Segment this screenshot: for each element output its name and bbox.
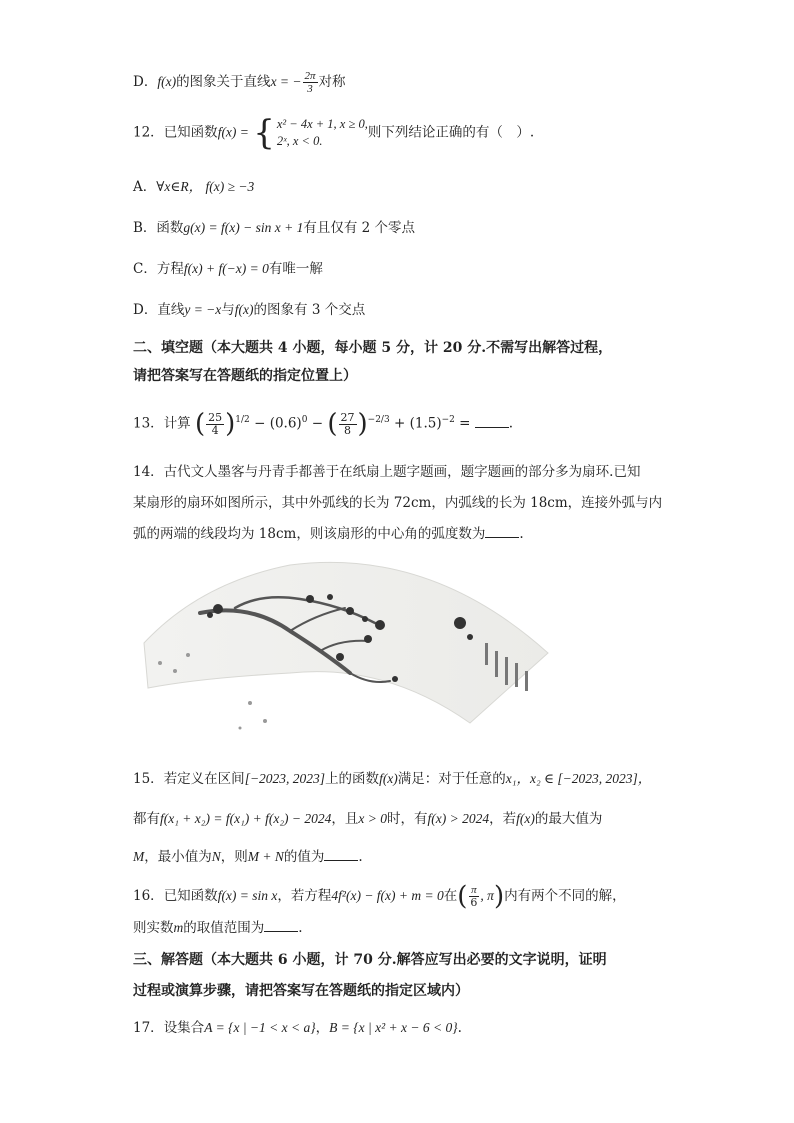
set-a: A = {x | −1 < x < a} — [204, 1020, 316, 1035]
exponent: −2/3 — [367, 415, 390, 425]
math: f(x) > 2024 — [427, 811, 490, 826]
numerator: 2π — [304, 70, 316, 82]
math: y = −x — [184, 302, 222, 317]
math: 4f²(x) − f(x) + m = 0 — [331, 888, 444, 903]
denominator: 8 — [344, 423, 351, 437]
text: 内有两个不同的解， — [504, 888, 626, 904]
paren: ) — [357, 409, 368, 439]
math: x₁， — [505, 771, 530, 786]
q12-option-b — [133, 218, 415, 238]
q16-line-2 — [133, 918, 303, 938]
fraction — [468, 884, 479, 909]
q14-line-3 — [133, 524, 524, 544]
math: f(x₁ + x₂) = f(x₁) + f(x₂) − 2024 — [160, 811, 332, 826]
math-fx: f(x) — [379, 771, 398, 786]
piecewise-function — [253, 113, 368, 153]
text: 则实数 — [133, 920, 174, 936]
fraction — [339, 412, 357, 437]
text: 计算 — [163, 415, 191, 432]
text: 时，有 — [387, 811, 428, 827]
q14-line-1: 14．古代文人墨客与丹青手都善于在纸扇上题字题画，题字题画的部分多为扇环.已知 — [133, 464, 641, 480]
q13: 13．计算 ( $\frac{25}{4}$ )$^{1/2} - (0.6)^0$ − ( $\frac{27}{8}$ )$^{-2/3} + (1.5)^{-2}$ = . — [133, 409, 514, 439]
text: . — [519, 526, 524, 542]
math: N — [211, 849, 221, 864]
q14-line-2: 某扇形的扇环如图所示，其中外弧线的长为 72cm，内弧线的长为 18cm，连接外弧与内 — [133, 495, 663, 511]
text: 与 — [221, 302, 235, 318]
math: M + N — [247, 849, 284, 864]
text: 的最大值为 — [534, 811, 603, 827]
math: x > 0 — [358, 811, 388, 826]
set-b: B = {x | x² + x − 6 < 0} — [329, 1020, 458, 1035]
text: 函数 — [156, 220, 184, 236]
text: 已知函数 — [163, 888, 218, 904]
text: ，若方程 — [277, 888, 332, 904]
q16-line-1 — [133, 881, 626, 912]
text: 的值为 — [283, 849, 325, 865]
question-number: 13． — [133, 415, 164, 432]
math: f(x) + f(−x) = 0 — [183, 261, 269, 276]
text: 则下列结论正确的有（ ）. — [367, 124, 535, 141]
option-label: D． — [133, 302, 158, 318]
text: . — [508, 415, 514, 432]
brace: { — [253, 113, 275, 153]
text: 的取值范围为 — [183, 920, 265, 936]
text: . — [298, 920, 303, 936]
term: (0.6) — [269, 415, 302, 432]
text: ，若 — [489, 811, 517, 827]
text: 上的函数 — [325, 771, 380, 787]
text: 对称 — [318, 74, 346, 90]
text: 的图象关于直线 — [176, 74, 271, 90]
question-number: 12． — [133, 124, 164, 141]
section-3-title: 三、解答题（本大题共 6 小题，计 70 分.解答应写出必要的文字说明，证明 — [133, 952, 607, 968]
text: ，且 — [331, 811, 359, 827]
text: 有且仅有 2 个零点 — [303, 220, 416, 236]
exponent: −2 — [441, 415, 455, 425]
q12-option-c — [133, 259, 323, 279]
option-label: C． — [133, 261, 157, 277]
paren: ( — [327, 409, 338, 439]
q12-option-a — [133, 177, 254, 197]
paren: ( — [457, 881, 468, 912]
q15-line-1 — [133, 769, 651, 789]
text: ，最小值为 — [144, 849, 212, 865]
text: 弧的两端的线段均为 18cm，则该扇形的中心角的弧度数为 — [133, 526, 486, 542]
math: x = − — [270, 74, 302, 89]
text: 满足：对于任意的 — [397, 771, 506, 787]
math-fx: f(x) — [516, 811, 535, 826]
question-number: 15． — [133, 771, 164, 787]
denominator: 4 — [211, 423, 219, 437]
text: . — [457, 1020, 462, 1036]
q12-stem — [133, 113, 535, 153]
math-fx: f(x) — [234, 302, 254, 317]
math: f(x) = sin x — [217, 888, 278, 903]
answer-blank — [264, 919, 298, 932]
answer-blank — [324, 848, 358, 861]
case-1: x² − 4x + 1, x ≥ 0, — [276, 117, 368, 131]
paren: ( — [194, 409, 206, 439]
math: x₂ ∈ [−2023, 2023]， — [529, 771, 652, 786]
math: , π — [480, 888, 494, 903]
math: ∀x∈R， f(x) ≥ −3 — [156, 179, 255, 194]
math: M — [133, 849, 145, 864]
text: 直线 — [157, 302, 185, 318]
text: 设集合 — [163, 1020, 205, 1036]
answer-blank — [485, 525, 519, 538]
q12-option-d — [133, 300, 365, 320]
text: 方程 — [156, 261, 184, 277]
text: 在 — [443, 888, 458, 904]
option-label: A． — [133, 179, 157, 195]
option-label: B． — [133, 220, 157, 236]
section-3-title-cont: 过程或演算步骤，请把答案写在答题纸的指定区域内） — [133, 983, 469, 999]
math: g(x) = f(x) − sin x + 1 — [183, 220, 304, 235]
case-2: 2ˣ, x < 0. — [276, 134, 323, 148]
question-number: 17． — [133, 1020, 164, 1036]
numerator: π — [471, 884, 477, 896]
fraction — [303, 70, 318, 95]
numerator: 27 — [340, 410, 355, 424]
fraction — [206, 412, 224, 437]
section-2-title: 二、填空题（本大题共 4 小题，每小题 5 分，计 20 分.不需写出解答过程， — [133, 340, 613, 356]
text: 有唯一解 — [268, 261, 323, 277]
text: 已知函数 — [163, 124, 218, 141]
numerator: 25 — [208, 410, 223, 424]
text: ，则 — [220, 849, 248, 865]
text: ， — [315, 1020, 330, 1036]
text: . — [358, 849, 363, 865]
text: 若定义在区间 — [163, 771, 245, 787]
text: 的图象有 3 个交点 — [253, 302, 366, 318]
denominator: 6 — [470, 896, 478, 909]
q15-line-2 — [133, 809, 602, 829]
q15-line-3 — [133, 847, 363, 867]
math: [−2023, 2023] — [244, 771, 326, 786]
math: m — [173, 920, 184, 935]
option-label: D． — [133, 74, 158, 90]
answer-blank — [475, 415, 509, 428]
math-fx: f(x) — [157, 74, 177, 89]
denominator: 3 — [307, 83, 313, 95]
section-2-title-cont: 请把答案写在答题纸的指定位置上） — [133, 368, 357, 384]
exponent: 0 — [301, 415, 308, 425]
exponent: 1/2 — [235, 415, 250, 425]
paren: ) — [493, 881, 505, 912]
text: 都有 — [133, 811, 160, 827]
q11-option-d — [133, 70, 346, 95]
paren: ) — [225, 409, 236, 439]
fan-painting-figure — [140, 553, 552, 745]
cases — [277, 116, 368, 150]
term: (1.5) — [409, 415, 442, 432]
q17 — [133, 1018, 462, 1038]
question-number: 16． — [133, 888, 164, 904]
math: f(x) = — [217, 124, 249, 140]
